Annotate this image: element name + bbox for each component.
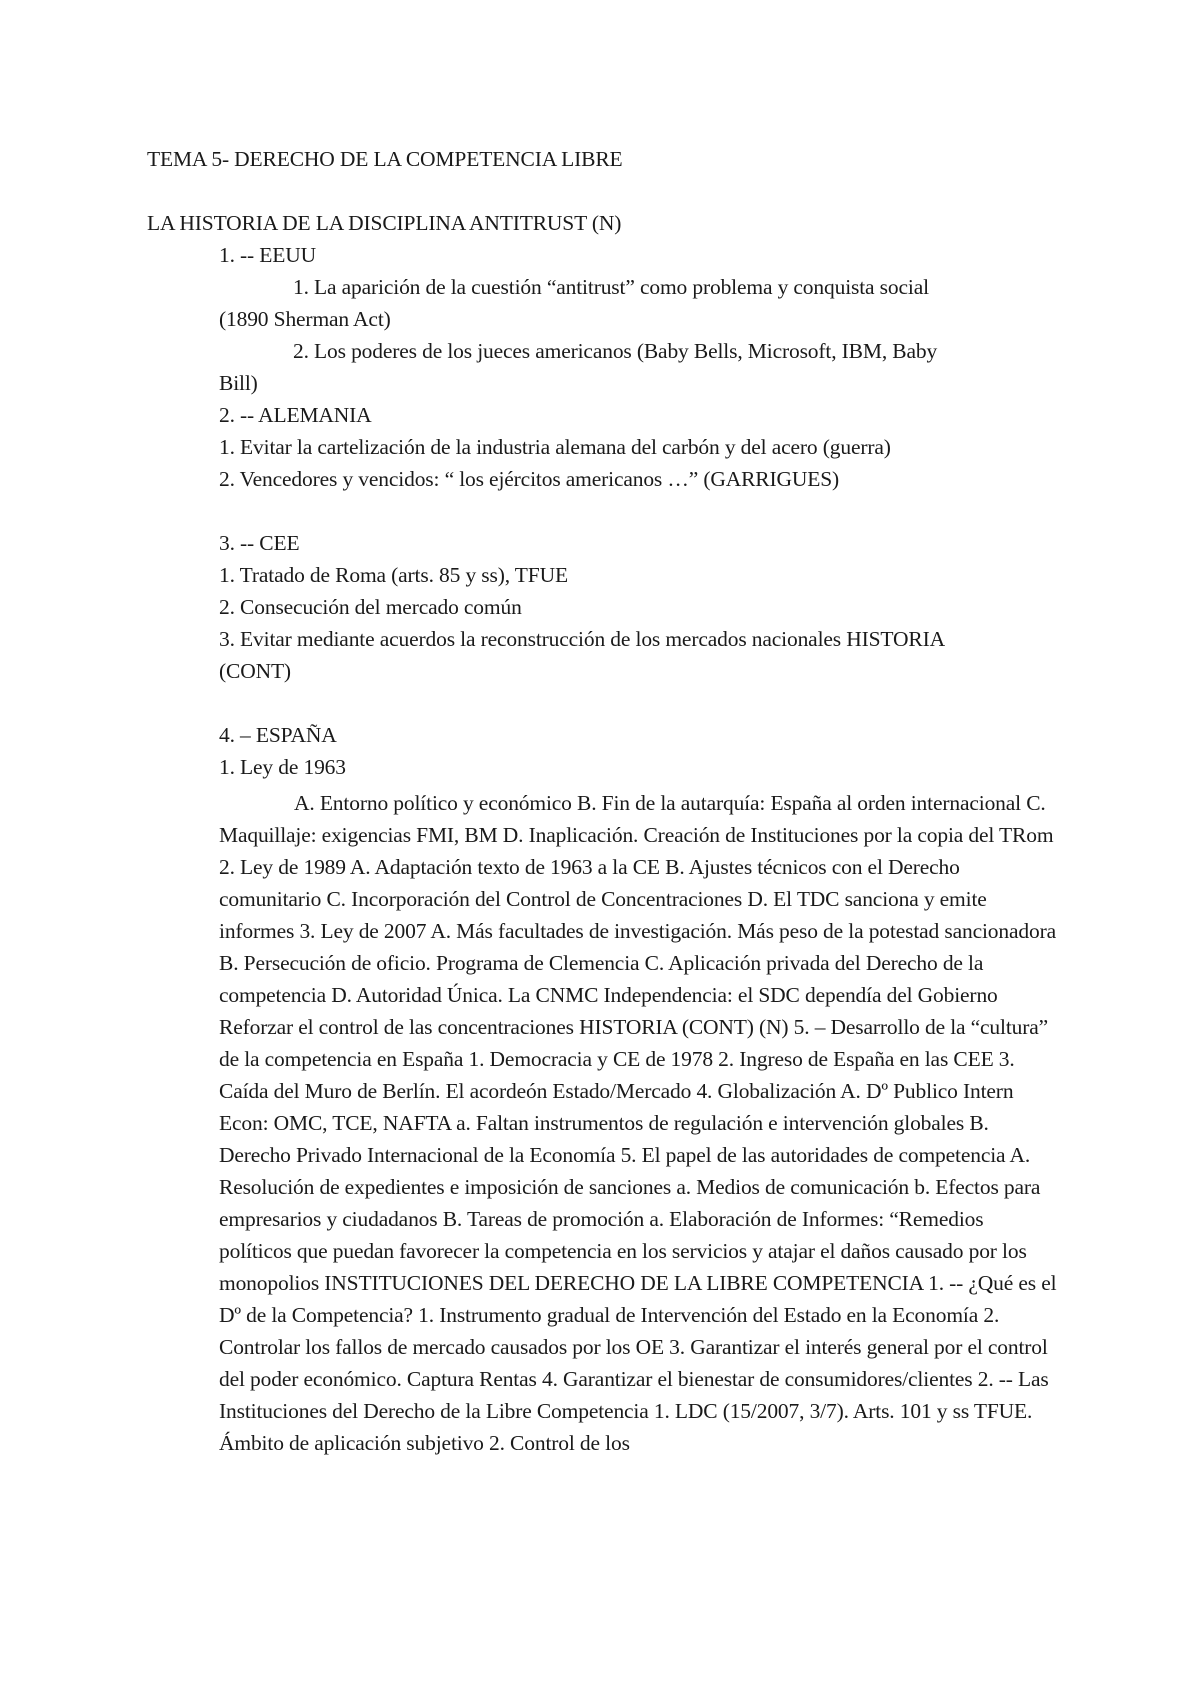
eeuu-item-1: 1. La aparición de la cuestión “antitrust” como problema y conquista social — [293, 275, 929, 299]
cee-item-3-cont: (CONT) — [219, 659, 291, 683]
document-title: TEMA 5- DERECHO DE LA COMPETENCIA LIBRE — [147, 147, 623, 171]
cee-heading: 3. -- CEE — [219, 531, 300, 555]
alemania-item-1: 1. Evitar la cartelización de la industria alemana del carbón y del acero (guerra) — [219, 435, 891, 459]
eeuu-item-2: 2. Los poderes de los jueces americanos (Baby Bells, Microsoft, IBM, Baby — [293, 339, 938, 363]
cee-item-1: 1. Tratado de Roma (arts. 85 y ss), TFUE — [219, 563, 568, 587]
eeuu-item-2-cont: Bill) — [219, 371, 258, 395]
espana-item-1: 1. Ley de 1963 — [219, 755, 346, 779]
cee-item-3: 3. Evitar mediante acuerdos la reconstrucción de los mercados nacionales HISTORIA — [219, 627, 945, 651]
cee-item-2: 2. Consecución del mercado común — [219, 595, 522, 619]
espana-heading: 4. – ESPAÑA — [219, 723, 337, 747]
eeuu-item-1-cont: (1890 Sherman Act) — [219, 307, 391, 331]
section-heading: LA HISTORIA DE LA DISCIPLINA ANTITRUST (N) — [147, 211, 622, 235]
alemania-item-2: 2. Vencedores y vencidos: “ los ejércitos americanos …” (GARRIGUES) — [219, 467, 840, 491]
eeuu-heading: 1. -- EEUU — [219, 243, 317, 267]
espana-paragraph: A. Entorno político y económico B. Fin de la autarquía: España al orden internacional C. Maquillaje: exigencias FMI, BM D. Inaplicación. Creación de Instituciones por la copia del TRom 2. Ley de 1989 A. Adaptación texto de 1963 a la CE B. Ajustes técnicos con el Derecho comunitario C. Incorporación del Control de Concentraciones D. El TDC sanciona y emite informes 3. Ley de 2007 A. Más facultades de investigación. Más peso de la potestad sancionadora B. Persecución de oficio. Programa de Clemencia C. Aplicación privada del Derecho de la competencia D. Autoridad Única. La CNMC Independencia: el SDC dependía del Gobierno Reforzar el control de las concentraciones HISTORIA (CONT) (N) 5. – Desarrollo de la “cultura” de la competencia en España 1. Democracia y CE de 1978 2. Ingreso de España en las CEE 3. Caída del Muro de Berlín. El acordeón Estado/Mercado 4. Globalización A. Dº Publico Intern Econ: OMC, TCE, NAFTA a. Faltan instrumentos de regulación e intervención globales B. Derecho Privado Internacional de la Economía 5. El papel de las autoridades de competencia A. Resolución de expedientes e imposición de sanciones a. Medios de comunicación b. Efectos para empresarios y ciudadanos B. Tareas de promoción a. Elaboración de Informes: “Remedios políticos que puedan favorecer la competencia en los servicios y atajar el daños causado por los monopolios INSTITUCIONES DEL DERECHO DE LA LIBRE COMPETENCIA 1. -- ¿Qué es el Dº de la Competencia? 1. Instrumento gradual de Intervención del Estado en la Economía 2. Controlar los fallos de mercado causados por los OE 3. Garantizar el interés general por el control del poder económico. Captura Rentas 4. Garantizar el bienestar de consumidores/clientes 2. -- Las Instituciones del Derecho de la Libre Competencia 1. LDC (15/2007, 3/7). Arts. 101 y ss TFUE. Ámbito de aplicación subjetivo 2. Control de los — [219, 791, 1057, 1455]
alemania-heading: 2. -- ALEMANIA — [219, 403, 372, 427]
